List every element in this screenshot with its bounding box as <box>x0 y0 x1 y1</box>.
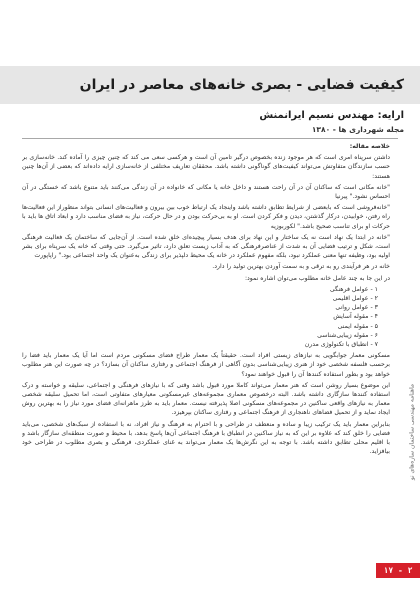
list-item: ۷ - انطباق با تکنولوژی مدرن <box>304 341 378 349</box>
side-caption <box>406 312 418 552</box>
article-body <box>22 142 390 554</box>
article-author: ارایه: مهندس نسیم ایرانمنش <box>259 110 404 121</box>
list-item: ۱ - عوامل فرهنگی <box>329 285 378 293</box>
list-item: ۵ - مقوله ایمنی <box>337 322 378 330</box>
body-paragraph: "خانه مکانی است که ساکنان آن در آن راحت هستند و داخل خانه یا مکانی که خانواده در آن زندگی می‌کنند باید متنوع باشد که خستگی در آن احساس نشود." پیرنیا <box>22 183 390 201</box>
article-meta <box>24 108 404 136</box>
factors-list <box>22 285 390 349</box>
body-paragraph: "خانه در ابتدا یک نهاد است نه یک ساختار و این نهاد برای هدف بسیار پیچیده‌ای خلق شده است. از آن‌جایی که ساختمان یک فعالیت فرهنگی است، شکل و ترتیب فضایی آن به شدت از عناصرفرهنگی که به آداب زیست تعلق دارد، تاثیر می‌گیرد. حتی وقتی که خانه یک سرپناه برای بشر اولیه بود، وظیفه تنها معنی عملکرد نبود، بلکه مفهوم عملکرد در خانه یک محیط دلپذیر برای زندگی به‌عنوان یک واحد اجتماعی بود." راپاپورت <box>22 233 390 260</box>
list-item: ۲ - عوامل اقلیمی <box>332 295 378 303</box>
article-title: کیفیت فضایی - بصری خانه‌های معاصر در ایران <box>79 77 404 93</box>
body-paragraph: "خانه‌فروشی است که بابعضی از شرایط تطابق داشته باشد واینجاد یک ارتباط خوب بین بیرون و فعالیت‌های انسانی بتواند منظوراز این فعالیت‌ها راه رفتن، خوابیدن، درکار گذشتن، دیدن و فکر کردن است. او به بی‌حرکت بودن و در حال حرکت، نیاز به فضای مناسب دارد و ابعاد اتاق ها باید با حرکات او برای تناسب صحیح باشد." لکوربوزیه <box>22 204 390 230</box>
side-caption-text: ماهنامه مهندسی ساختمان سازه‌های نو <box>408 383 416 481</box>
body-paragraph: این موضوع بسیار روشن است که هنر معمار می‌تواند کاملا مورد قبول باشد وقتی که با نیازهای فرهنگی و اجتماعی، سلیقه و خواسته و درک استفاده کنندها سازگاری داشته باشد. البته درخصوص معماری مجموعه‌های غیرمسکونی معیارهای متفاوتی است، اما تحمیل سلیقه شخصی معمار به نیازهای واقعی ساکنین در مجموعه‌های مسکونی اصلا پذیرفته نیست. معمار باید به طرز ماهرانه‌ای فضای مورد نیاز را به بهترین روش ایجاد نماید و از تحمیل فضاهای ناهنجاری از فرهنگ اجتماعی و رفتاری ساکنان بپرهیزد. <box>22 381 390 417</box>
page-number: ۱۷ - ۲ <box>383 566 413 575</box>
title-band <box>0 66 420 104</box>
page-number-badge <box>376 563 420 578</box>
article-source: مجله شهرداری ها - ۱۳۸۰ <box>311 125 404 134</box>
list-item: ۶ - مقوله زیبایی‌شناسی <box>317 331 378 339</box>
header-divider <box>22 138 398 139</box>
list-item: ۳ - عوامل روانی <box>335 304 378 312</box>
body-paragraph: خانه در هر فرآیندی رو به ترقی و به سمت آوردن بهترین تولید را دارد. <box>212 263 390 271</box>
body-paragraph: داشتن سرپناه امری است که هر موجود زنده بخصوص درگیر تامین آن است و هرکسی سعی می کند که چنین چیزی را آماده کند. خانه‌سازی بر حسب سازندگان متفاوتش می‌تواند کیفیت‌های گوناگونی داشته باشد. محققان تعاریف مختلفی از خانه‌سازی ارایه داده‌اند که بعضی از آن‌ها چنین هستند: <box>22 154 390 180</box>
body-paragraph: در این جا به چند عامل خانه مطلوب می‌توان اشاره نمود: <box>244 274 390 282</box>
body-paragraph: بنابراین معمار باید یک ترکیب زیبا و ساده و منعطف در طراحی و با احترام به فرهنگ و نیاز افراد، نه با استفاده از سبک‌های شخصی، می‌باید فضایی را خلق کند که علاوه بر این که به نیاز ساکنین در انطباق با فرهنگ اجتماعی آن‌ها پاسخ بدهد، با محیط و صورت منطقه‌ای سازگار باشد و با اقلیم محلی تطابق داشته باشد. با توجه به این نگرش‌ها یک معمار می‌تواند به غنای عملکردی، فرهنگی و بصری مطلوب در طراحی خود بیافزاید. <box>22 420 390 456</box>
list-item: ۴ - مقوله آسایش <box>333 313 378 321</box>
body-paragraph: مسکونی معمار جوابگویی به نیازهای زیستی افراد است. حقیقتاً یک معمار طراح فضای مسکونی مردم است اما آیا یک معمار باید فضا را برحسب فلسفه شخصی خود از هنری زیبایی‌شناسی بدون آگاهی از فرهنگ اجتماعی و رفتاری ساکنان آن بسازد؟ در چه صورت این هنر مطلوب خواهد بود و بطور استفاده کنندها آن را قبول خواهند نمود؟ <box>22 352 390 378</box>
abstract-heading: خلاصه مقاله: <box>349 143 390 150</box>
